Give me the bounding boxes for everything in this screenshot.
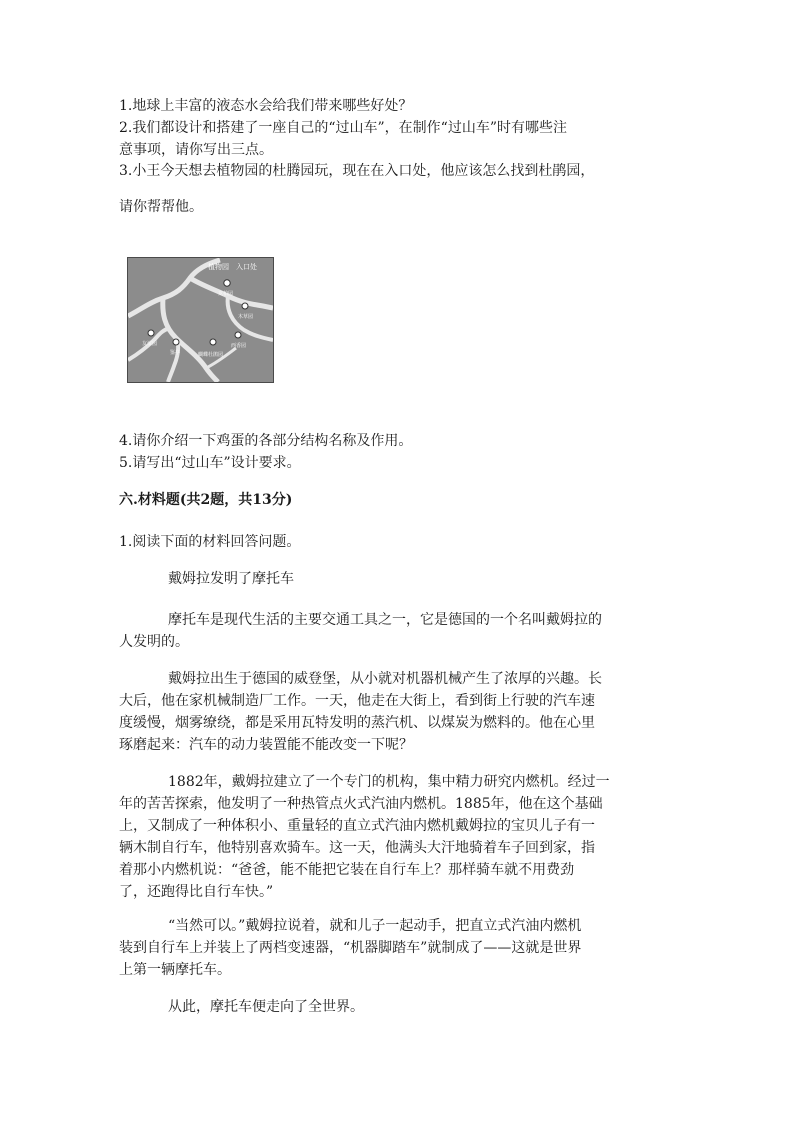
article-p4-line-3: 上第一辆摩托车。 [119,962,231,978]
article-p4-line-1: “当然可以。”戴姆拉说着，就和儿子一起动手，把直立式汽油内燃机 [168,918,582,934]
question-3-line-1: 3.小王今天想去植物园的杜腾园玩，现在在入口处，他应该怎么找到杜鹃园， [119,163,595,179]
map-label-garden: 植物园 [208,263,229,271]
question-2-line-1: 2.我们都设计和搭建了一座自己的“过山车”，在制作“过山车”时有哪些注 [119,120,567,136]
article-p2-line-1: 戴姆拉出生于德国的威登堡，从小就对机器机械产生了浓厚的兴趣。长 [168,671,602,687]
map-label-left1: 友谊园 [142,341,158,347]
question-3-line-2: 请你帮帮他。 [119,199,203,215]
section-title: 六.材料题(共2题，共13分) [119,492,293,508]
article-p3-line-4: 辆木制自行车，他特别喜欢骑车。这一天，他满头大汗地骑着车子回到家，指 [119,840,595,856]
article-p1-line-2: 人发明的。 [119,634,189,650]
article-p3-line-6: 了，还跑得比自行车快。” [119,884,274,900]
article-p3-line-1: 1882年，戴姆拉建立了一个专门的机构，集中精力研究内燃机。经过一 [168,774,610,790]
map-label-north: 龙柏园 [218,291,234,297]
article-p3-line-5: 着那小内燃机说：“爸爸，能不能把它装在自行车上？那样骑车就不用费劲 [119,862,575,878]
article-p3-line-3: 上，又制成了一种体积小、重量轻的直立式汽油内燃机戴姆拉的宝贝儿子有一 [119,818,595,834]
article-p2-line-4: 琢磨起来：汽车的动力装置能不能改变一下呢？ [119,737,413,753]
article-p1-line-1: 摩托车是现代生活的主要交通工具之一，它是德国的一个名叫戴姆拉的 [168,612,602,628]
map-label-right2: 西香园 [231,343,247,349]
article-title: 戴姆拉发明了摩托车 [168,571,294,587]
article-p2-line-2: 大后，他在家机械制造厂工作。一天，他走在大街上，看到街上行驶的汽车速 [119,693,595,709]
question-4: 4.请你介绍一下鸡蛋的各部分结构名称及作用。 [119,433,413,449]
map-drawing [128,258,273,382]
question-5: 5.请写出“过山车”设计要求。 [119,455,301,471]
article-p5-line-1: 从此，摩托车便走向了全世界。 [168,999,364,1015]
map-label-bottom: 蝴蝶杜鹃园 [198,352,224,358]
botanical-garden-map [127,257,274,383]
map-label-center: 鉴亭 [170,350,181,356]
map-label-entrance: 入口处 [236,263,257,271]
article-p3-line-2: 年的苦苦探索，他发明了一种热管点火式汽油内燃机。1885年，他在这个基础 [119,796,603,812]
article-p2-line-3: 度缓慢，烟雾缭绕，都是采用瓦特发明的蒸汽机、以煤炭为燃料的。他在心里 [119,715,595,731]
question-2-line-2: 意事项，请你写出三点。 [119,142,273,158]
material-question-prompt: 1.阅读下面的材料回答问题。 [119,534,301,550]
map-label-right1: 木草园 [238,314,254,320]
question-1: 1.地球上丰富的液态水会给我们带来哪些好处？ [119,98,413,114]
article-p4-line-2: 装到自行车上并装上了两档变速器，“机器脚踏车”就制成了——这就是世界 [119,940,582,956]
